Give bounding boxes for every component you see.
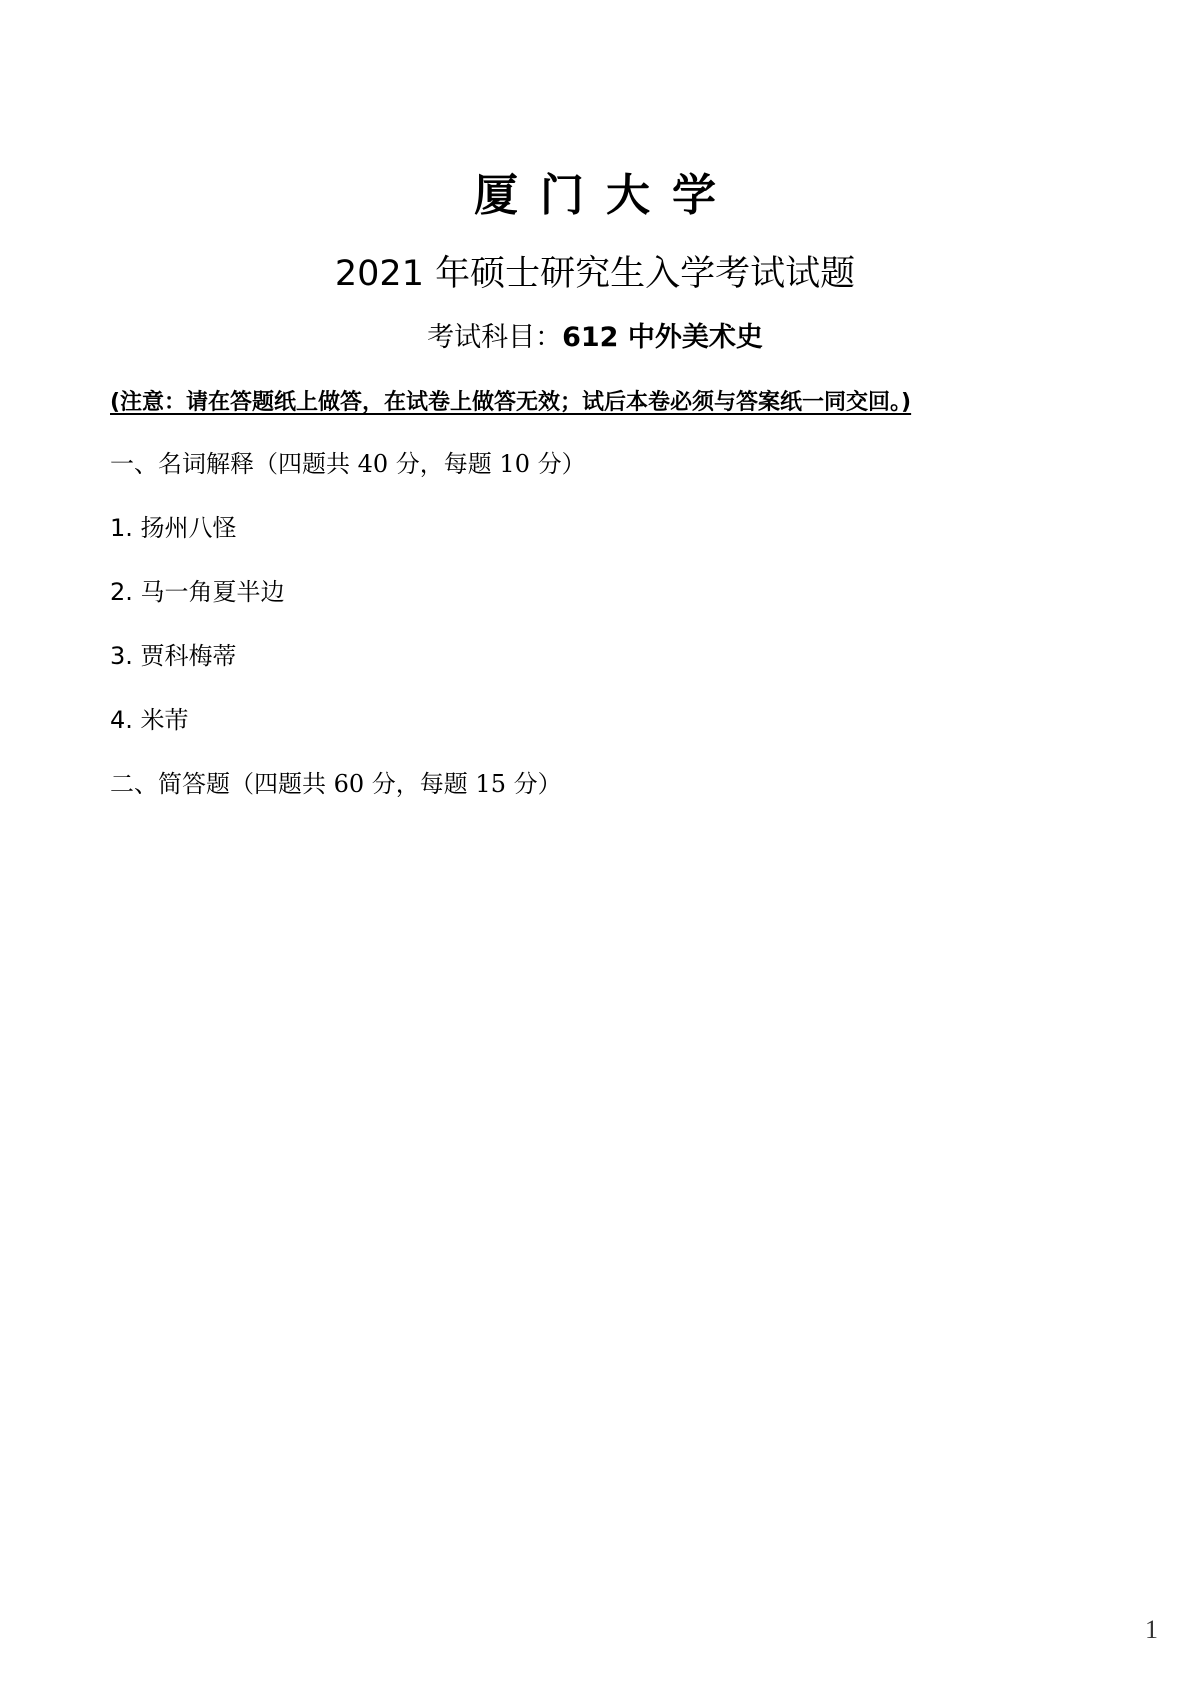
question-number: 1.: [110, 514, 133, 542]
question-text: 扬州八怪: [140, 514, 237, 542]
question-number: 4.: [110, 706, 133, 734]
question-item: [110, 640, 237, 672]
subject-value: 612 中外美术史: [562, 322, 763, 353]
question-text: 米芾: [140, 706, 189, 734]
question-number: 3.: [110, 642, 133, 670]
question-item: [110, 512, 237, 544]
subject-label: 考试科目：: [427, 322, 563, 353]
question-text: 贾科梅蒂: [140, 642, 237, 670]
question-text: 马一角夏半边: [140, 578, 285, 606]
section-heading-terms: 一、名词解释（四题共 40 分，每题 10 分）: [110, 450, 586, 478]
exam-subject: [0, 320, 1190, 356]
exam-title: 2021 年硕士研究生入学考试试题: [334, 254, 856, 294]
university-name: 厦门大学: [474, 170, 738, 221]
question-number: 2.: [110, 578, 133, 606]
question-item: [110, 576, 285, 608]
page-number: 1: [1145, 1615, 1158, 1644]
exam-notice: (注意：请在答题纸上做答，在试卷上做答无效；试后本卷必须与答案纸一同交回。): [110, 390, 912, 415]
section-heading-short-answer: 二、简答题（四题共 60 分，每题 15 分）: [110, 770, 562, 798]
question-item: [110, 704, 189, 736]
